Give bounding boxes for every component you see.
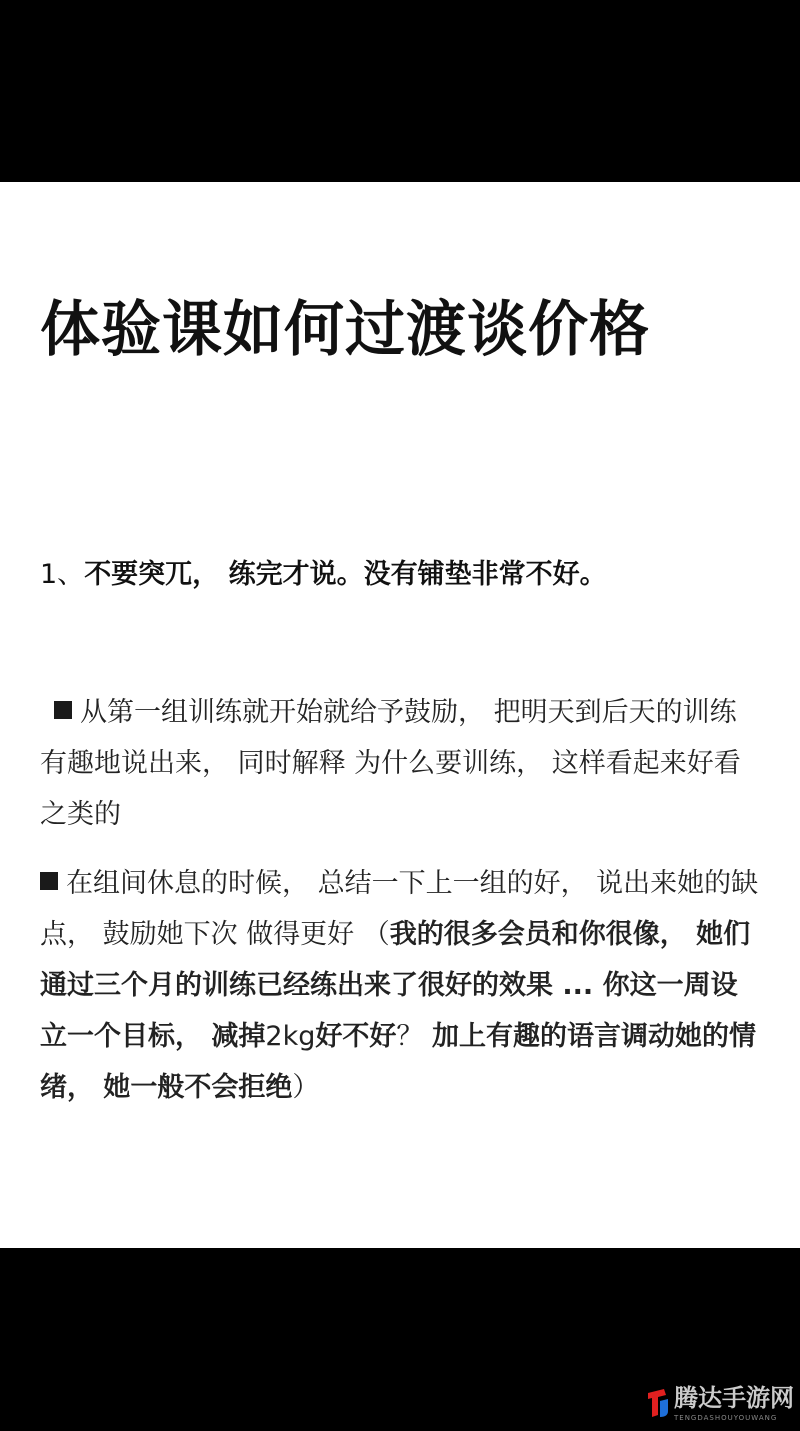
paragraph-one-text: 从第一组训练就开始就给予鼓励， 把明天到后天的训练有趣地说出来， 同时解释 为什么要训练， 这样看起来好看之类的 (40, 697, 741, 830)
paragraph-one (40, 687, 762, 840)
watermark-logo (640, 1383, 796, 1425)
paragraph-two (40, 858, 762, 1113)
paragraph-two-closing: ） (292, 1072, 320, 1103)
article-title: 体验课如何过渡谈价格 (40, 295, 650, 365)
article-card (0, 182, 800, 1248)
paragraph-two-bold-2: 好不好 (315, 1021, 397, 1052)
point-one (40, 555, 607, 595)
top-black-bar (0, 0, 800, 182)
watermark-name: 腾达手游网 (674, 1384, 794, 1412)
paragraph-two-bold-3: 加上有趣的语言调动她的情绪， 她一般不会拒绝 (40, 1021, 756, 1103)
paragraph-two-normal-2: ？ (396, 1021, 432, 1052)
paragraph-two-lead: 在组间休息的时候， 总结一下上一组的好， 说出来她的缺点， 鼓励她下次 做得更好 （ (40, 868, 759, 950)
square-bullet-icon (40, 872, 58, 890)
point-number: 1、 (40, 559, 85, 590)
square-bullet-icon (54, 701, 72, 719)
watermark-sub: TENGDASHOUYOUWANG (674, 1414, 778, 1422)
point-text: 不要突兀， 练完才说。没有铺垫非常不好。 (84, 559, 607, 590)
tengda-logo-icon (644, 1387, 670, 1419)
paragraph-two-bold-1: 我的很多会员和你很像， 她们通过三个月的训练已经练出来了很好的效果 ... 你这一周设立一个目标， 减掉 (40, 919, 751, 1052)
paragraph-two-normal: 2kg (265, 1021, 316, 1052)
